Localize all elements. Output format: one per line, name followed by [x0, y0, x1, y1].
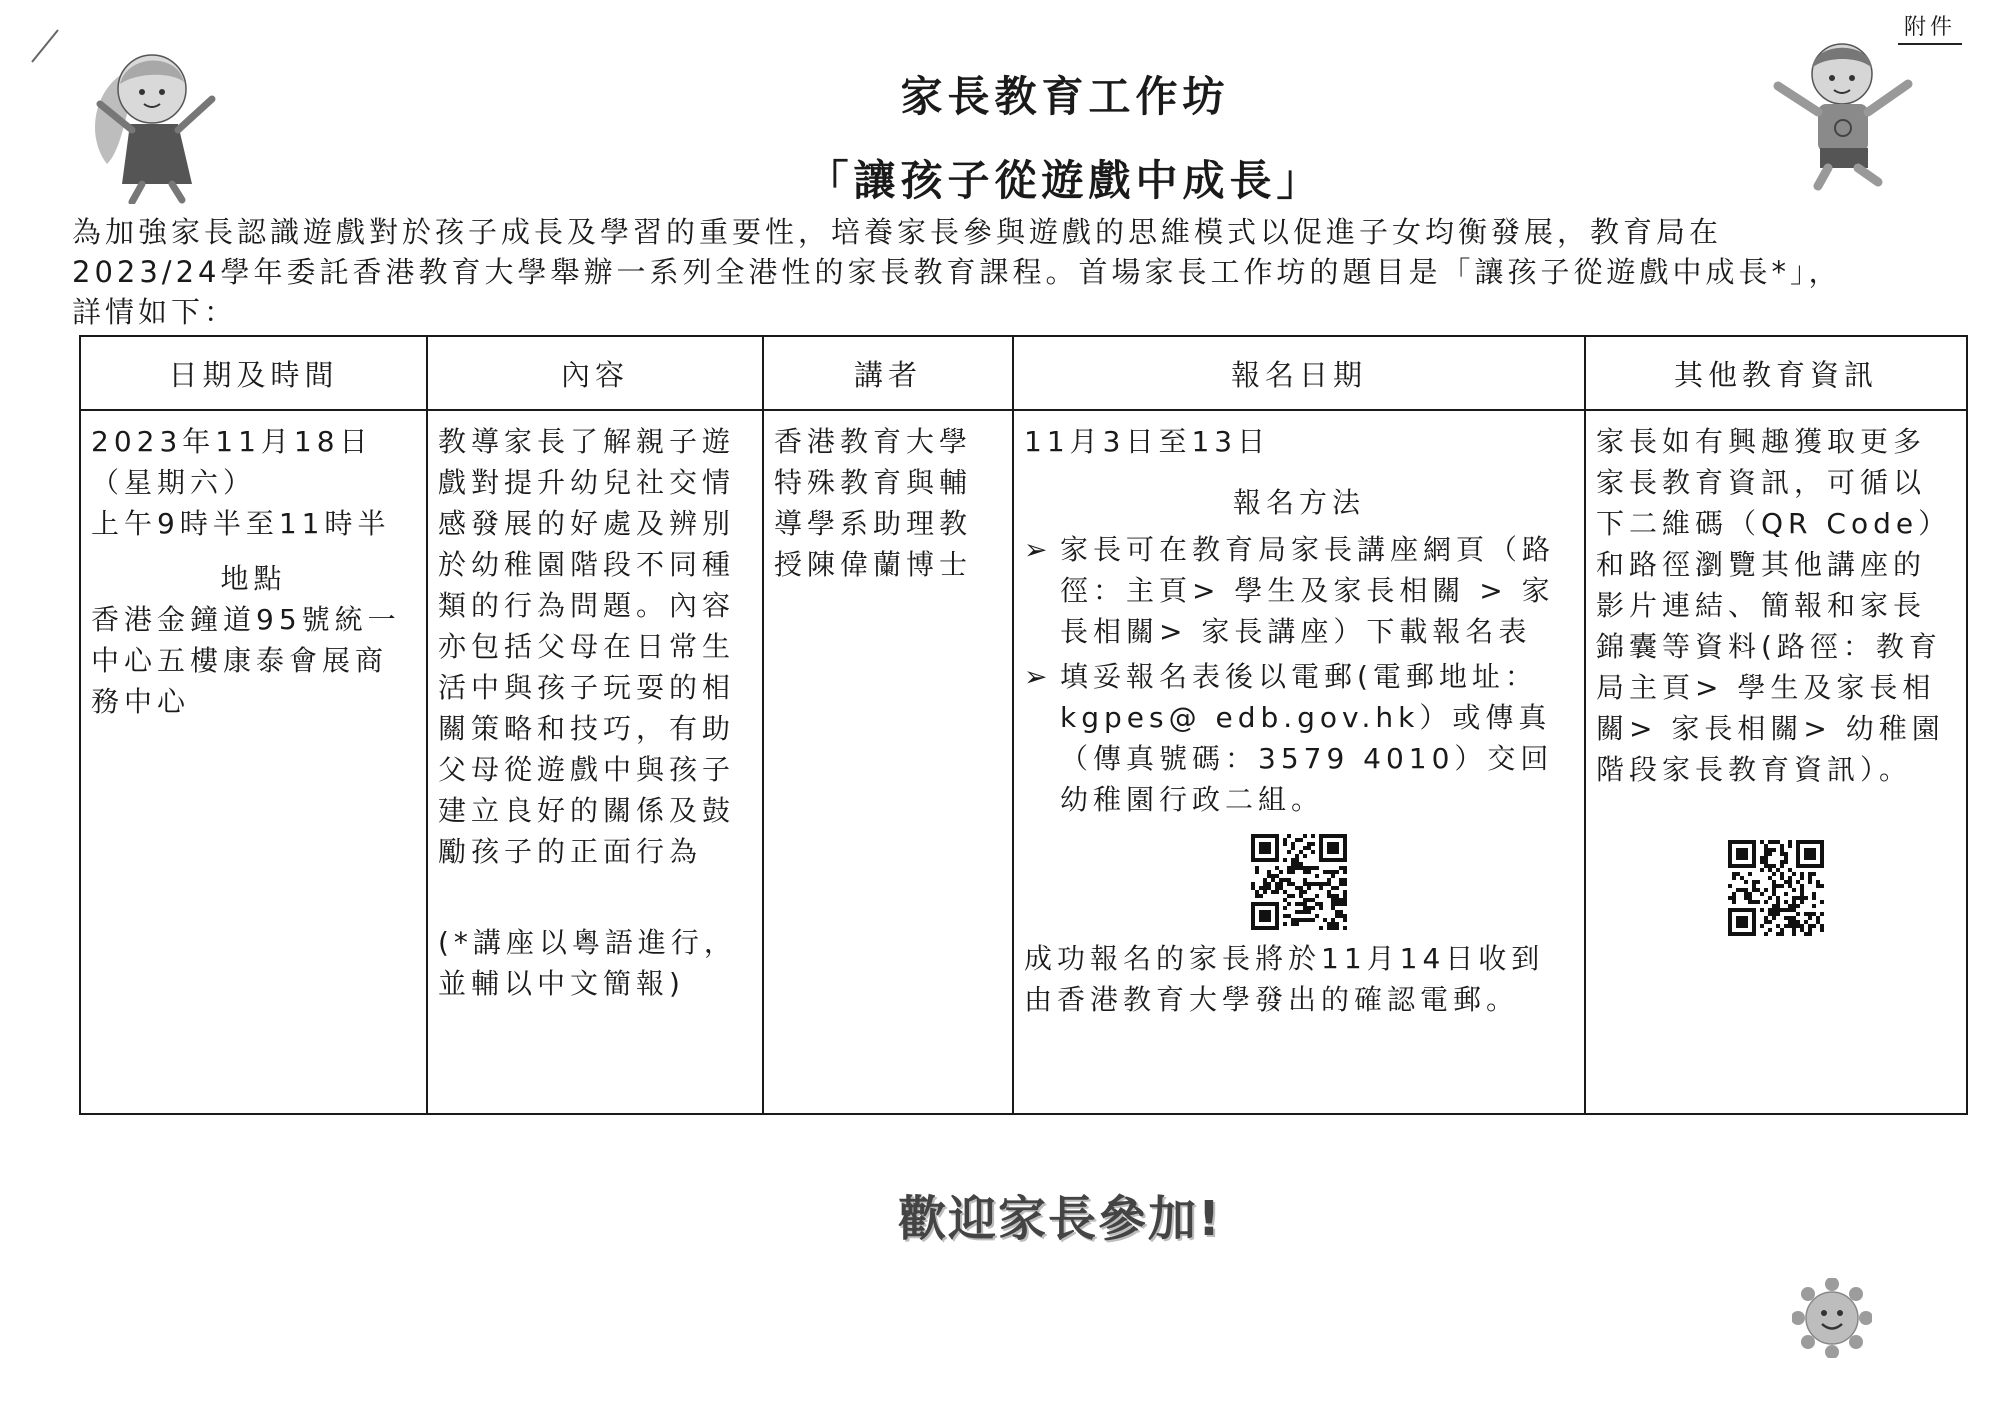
registration-bullet: [1024, 529, 1574, 652]
other-info-text: 家長如有興趣獲取更多家長教育資訊，可循以下二維碼（QR Code）和路徑瀏覽其他講座的影片連結、簡報和家長錦囊等資料(路徑：教育局主頁> 學生及家長相關> 家長相關> 幼稚園階段家長教育資訊）。: [1596, 425, 1952, 786]
registration-bullet-text: 家長可在教育局家長講座網頁（路徑：主頁> 學生及家長相關 > 家長相關> 家長講座）下載報名表: [1060, 533, 1556, 648]
cell-content: [427, 410, 763, 1114]
table-header-row: [80, 336, 1967, 410]
intro-line: 為加強家長認識遊戲對於孩子成長及學習的重要性，培養家長參與遊戲的思維模式以促進子女均衡發展，教育局在: [72, 215, 1723, 249]
header-speaker: 講者: [763, 336, 1013, 410]
corner-line-mark: [30, 28, 60, 64]
registration-qr-code[interactable]: [1251, 834, 1347, 930]
header-content: 內容: [427, 336, 763, 410]
event-weekday: （星期六）: [91, 466, 257, 499]
annex-label: 附件: [1898, 10, 1962, 45]
confirmation-note: 成功報名的家長將於11月14日收到由香港教育大學發出的確認電郵。: [1024, 942, 1545, 1016]
header-other-info: 其他教育資訊: [1585, 336, 1967, 410]
page-title: 家長教育工作坊: [900, 72, 1230, 121]
venue-label: 地點: [220, 562, 287, 595]
workshop-details-table: [79, 335, 1968, 1115]
event-time: 上午9時半至11時半: [91, 507, 391, 540]
language-note: (*講座以粵語進行，並輔以中文簡報): [438, 926, 737, 1000]
registration-method-title: 報名方法: [1232, 486, 1365, 519]
smiling-sun-icon: [1792, 1278, 1872, 1358]
intro-line: 詳情如下：: [72, 295, 238, 329]
registration-dates: 11月3日至13日: [1024, 425, 1271, 458]
arrow-bullet-icon: ➢: [1024, 660, 1053, 693]
welcome-message: 歡迎家長參加!: [898, 1191, 1222, 1247]
table-row: [80, 410, 1967, 1114]
venue-address: 香港金鐘道95號統一中心五樓康泰會展商務中心: [91, 603, 401, 718]
cell-registration: [1013, 410, 1585, 1114]
intro-paragraph: [72, 212, 1912, 332]
cell-datetime: [80, 410, 427, 1114]
registration-bullet-text: 填妥報名表後以電郵(電郵地址：kgpes@ edb.gov.hk）或傳真（傳真號碼：3579 4010）交回幼稚園行政二組。: [1060, 660, 1554, 816]
speaker-name: 香港教育大學特殊教育與輔導學系助理教授陳偉蘭博士: [774, 425, 973, 581]
page-subtitle: 「讓孩子從遊戲中成長」: [806, 156, 1324, 205]
registration-bullet: [1024, 656, 1574, 820]
arrow-bullet-icon: ➢: [1024, 533, 1053, 566]
parent-education-qr-code[interactable]: [1728, 840, 1824, 936]
cell-other-info: [1585, 410, 1967, 1114]
event-date: 2023年11月18日: [91, 425, 373, 458]
intro-line: 2023/24學年委託香港教育大學舉辦一系列全港性的家長教育課程。首場家長工作坊的題目是「讓孩子從遊戲中成長*」，: [72, 255, 1842, 289]
header-datetime: 日期及時間: [80, 336, 427, 410]
header-registration: 報名日期: [1013, 336, 1585, 410]
content-description: 教導家長了解親子遊戲對提升幼兒社交情感發展的好處及辨別於幼稚園階段不同種類的行為問題。內容亦包括父母在日常生活中與孩子玩耍的相關策略和技巧，有助父母從遊戲中與孩子建立良好的關係及鼓勵孩子的正面行為: [438, 425, 736, 868]
cell-speaker: [763, 410, 1013, 1114]
